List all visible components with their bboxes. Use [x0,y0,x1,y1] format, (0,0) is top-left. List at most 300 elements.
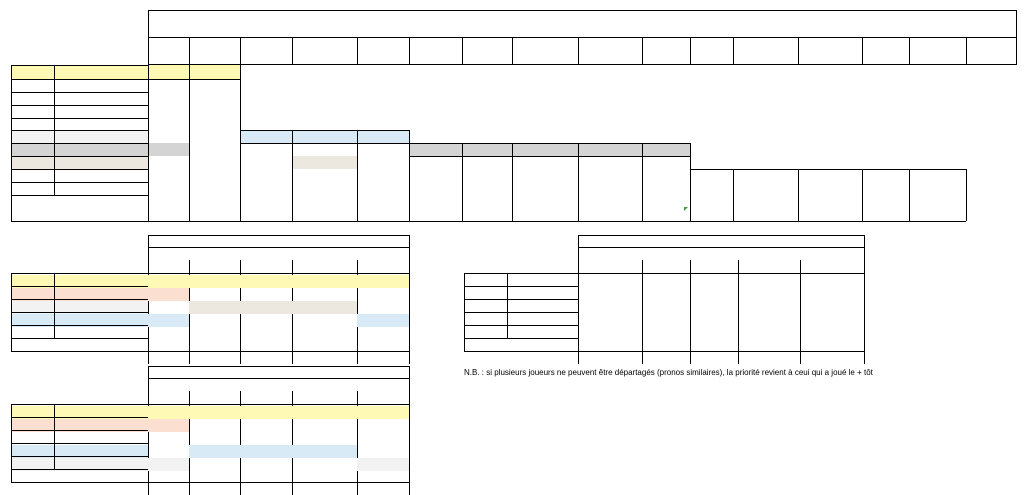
gridline [357,130,358,221]
rank-cell [11,130,54,143]
rank-cell [11,404,54,417]
rider-name [54,182,148,195]
gridline [148,79,240,80]
gridline [11,143,148,144]
prono-cell [357,273,409,286]
prono-cell [409,208,462,221]
gridline [862,169,863,221]
footnote: N.B. : si plusieurs joueurs ne peuvent être départagés (pronos similaires), la priorité revient à ceui qui a joué le + tôt [464,368,873,377]
rider-name [54,312,148,325]
player-number [189,379,240,391]
prono-cell [862,208,909,221]
rider-name [54,456,148,469]
player-number [240,379,292,391]
prono-cell [409,182,462,195]
prono-cell [292,156,357,169]
player-name [966,51,1016,64]
rank-cell [11,299,54,312]
player-number [733,38,798,51]
prono-cell [148,182,189,195]
gridline [11,443,148,444]
prono-cell [512,169,578,182]
rank-cell [11,430,54,443]
prono-cell [189,404,240,417]
rank-cell [11,65,54,79]
prono-cell [292,130,357,143]
stage-subtitle [148,25,1016,37]
gridline [357,37,358,65]
player-name [462,51,512,64]
prono-cell [189,299,240,312]
prono-cell [148,417,189,430]
player-name [578,51,642,64]
gridline [189,65,190,221]
gridline [690,37,691,65]
player-number [189,248,240,260]
prono-cell [862,169,909,182]
player-name [148,260,189,273]
prono-cell [357,404,409,417]
sb-title [578,235,864,247]
prono-cell [357,169,409,182]
player-name [357,51,409,64]
gridline [292,130,293,221]
gridline [148,37,149,65]
prono-cell [642,182,690,195]
gridline [11,404,12,482]
rider-name [54,169,148,182]
gridline [11,65,12,221]
prono-cell [240,443,292,456]
gridline [798,37,799,65]
stage-title [148,10,1016,25]
rank-cell [11,79,54,92]
prono-cell [462,195,512,208]
prono-cell [512,143,578,156]
player-number [189,38,240,51]
player-number [357,38,409,51]
player-number [292,248,357,260]
prono-cell [578,182,642,195]
prono-cell [733,208,798,221]
prono-cell [512,182,578,195]
gridline [11,105,148,106]
gridline [11,325,148,326]
prono-cell [909,169,966,182]
rider-name [54,299,148,312]
rank-cell [464,312,507,325]
prono-cell [240,469,292,482]
player-name [733,51,798,64]
gridline [11,286,148,287]
player-name [690,51,733,64]
player-number [357,379,409,391]
gridline [642,143,643,221]
prono-cell [240,130,292,143]
gridline [292,37,293,65]
gridline [240,130,409,131]
gridline [11,65,148,66]
prono-cell [189,443,240,456]
player-name [578,260,642,273]
prono-cell [909,182,966,195]
player-number [909,38,966,51]
prono-cell [148,469,189,482]
player-number [738,248,800,260]
prono-cell [800,338,864,351]
si2-title [148,366,409,378]
player-name [148,51,189,64]
prono-cell [292,195,357,208]
rank-cell [11,286,54,299]
rank-cell [11,312,54,325]
gridline [189,37,190,65]
rider-name [54,430,148,443]
prono-cell [462,182,512,195]
player-name [292,260,357,273]
gridline [11,195,148,196]
player-name [189,51,240,64]
prono-cell [642,195,690,208]
player-name [240,260,292,273]
player-number [462,38,512,51]
prono-cell [240,169,292,182]
gridline [11,299,148,300]
gridline [464,286,578,287]
gridline [240,143,409,144]
rider-name [54,325,148,338]
gridline [409,143,690,144]
rider-name [54,417,148,430]
player-number [148,38,189,51]
gridline [11,338,148,339]
si1-title [148,235,409,247]
gridline [1016,37,1017,65]
rider-name [54,404,148,417]
prono-cell [578,338,642,351]
gridline [464,273,465,351]
gridline [462,143,463,221]
rider-name [54,118,148,130]
player-number [578,248,642,260]
gridline [464,273,578,274]
rider-name [54,286,148,299]
prono-cell [292,169,357,182]
gridline [54,404,55,469]
gridline [11,221,148,222]
gridline [11,417,148,418]
prono-cell [148,195,189,208]
prono-cell [862,182,909,195]
prono-cell [240,195,292,208]
prono-cell [148,312,189,325]
player-name [240,391,292,404]
prono-cell [462,143,512,156]
gridline [54,273,55,338]
prono-cell [409,143,462,156]
gridline [240,37,241,65]
prono-cell [733,169,798,182]
gridline [148,64,1016,65]
player-number [642,248,690,260]
gridline [409,37,410,65]
rank-cell [464,286,507,299]
prono-cell [148,456,189,469]
rider-name [507,325,578,338]
player-name [357,391,409,404]
gridline [464,299,578,300]
gridline [578,37,579,65]
player-name [738,260,800,273]
rank-cell [11,443,54,456]
player-name [642,260,690,273]
gridline [148,221,966,222]
prono-cell [690,338,738,351]
gridline [11,273,148,274]
player-number [148,248,189,260]
player-number [512,38,578,51]
prono-cell [462,208,512,221]
prono-cell [189,273,240,286]
gridline [733,169,734,221]
prono-cell [240,338,292,351]
player-number [240,248,292,260]
prono-cell [798,169,862,182]
player-number [642,38,690,51]
rank-cell [11,105,54,118]
player-name [189,391,240,404]
prono-cell [292,208,357,221]
prono-cell [357,182,409,195]
player-name [292,51,357,64]
prono-cell [148,286,189,299]
prono-cell [189,208,240,221]
prono-cell [909,208,966,221]
player-name [409,51,462,64]
gridline [54,65,55,195]
gridline [966,37,967,65]
gridline [11,404,148,405]
rider-name [54,273,148,286]
prono-cell [189,182,240,195]
player-number [148,379,189,391]
prono-cell [512,195,578,208]
player-name [512,51,578,64]
rank-cell [11,169,54,182]
gridline [11,169,148,170]
prono-cell [578,143,642,156]
prono-cell [189,469,240,482]
prono-cell [733,195,798,208]
prono-cell [409,169,462,182]
row-label [464,338,578,351]
player-name [800,260,864,273]
prono-cell [292,469,357,482]
gridline [409,391,410,495]
rank-cell [464,299,507,312]
gridline [909,169,910,221]
gridline [864,260,865,364]
player-number [862,38,909,51]
prono-cell [148,273,189,286]
prono-cell [642,143,690,156]
gridline [11,312,148,313]
player-name [798,51,862,64]
prono-cell [148,143,189,156]
prono-cell [189,65,240,79]
player-number [690,38,733,51]
gridline [11,92,148,93]
rider-name [54,156,148,169]
rank-cell [464,325,507,338]
rider-name [54,443,148,456]
player-name [690,260,738,273]
rider-name [54,105,148,118]
rank-cell [11,182,54,195]
rider-name [507,286,578,299]
player-name [862,51,909,64]
player-name [642,51,690,64]
prono-cell [690,182,733,195]
rank-cell [11,325,54,338]
player-name [909,51,966,64]
gridline [578,143,579,221]
row-label [11,338,148,351]
gridline [798,169,799,221]
gridline [690,169,966,170]
rider-name [507,273,578,286]
rider-name [507,299,578,312]
prono-cell [292,273,357,286]
rank-cell [464,273,507,286]
prono-cell [357,456,409,469]
rider-name [54,92,148,105]
prono-cell [798,182,862,195]
gridline [690,143,691,221]
player-number [292,379,357,391]
player-number [690,248,738,260]
prono-cell [357,312,409,325]
gridline [11,456,148,457]
player-number [357,248,409,260]
prono-cell [462,169,512,182]
rank-cell [11,156,54,169]
row-label [11,208,148,221]
prono-cell [642,338,690,351]
prono-cell [642,208,690,221]
gridline [11,130,148,131]
prono-cell [409,195,462,208]
gridline [11,430,148,431]
player-number [966,38,1016,51]
rider-name [54,143,148,156]
gridline [11,482,409,483]
prono-cell [357,208,409,221]
row-label [11,195,148,208]
rank-cell [11,118,54,130]
gridline [409,156,690,157]
prono-cell [292,299,357,312]
row-label [11,469,148,482]
gridline [11,182,148,183]
prono-cell [690,208,733,221]
gridline [148,65,149,221]
prono-cell [738,338,800,351]
gridline [507,273,508,338]
prono-cell [292,404,357,417]
gridline [11,351,409,352]
gridline [512,37,513,65]
prono-cell [578,169,642,182]
gridline [642,37,643,65]
player-name [189,260,240,273]
prono-cell [909,195,966,208]
prono-cell [578,208,642,221]
player-name [292,391,357,404]
player-number [409,38,462,51]
gridline [11,118,148,119]
prono-cell [357,130,409,143]
gridline [733,37,734,65]
prono-cell [240,299,292,312]
gridline [11,469,148,470]
prono-cell [292,443,357,456]
prono-cell [148,338,189,351]
gridline [464,325,578,326]
prono-cell [733,182,798,195]
gridline [11,79,148,80]
gridline [966,169,967,221]
prono-cell [690,169,733,182]
rank-cell [11,92,54,105]
rank-cell [11,417,54,430]
player-number [578,38,642,51]
rank-cell [11,143,54,156]
gridline [464,351,864,352]
player-number [292,38,357,51]
rider-name [507,312,578,325]
gridline [11,156,148,157]
prono-cell [189,338,240,351]
gridline [578,273,864,274]
player-number [240,38,292,51]
gridline [462,37,463,65]
gridline [11,273,12,351]
prono-cell [148,404,189,417]
prono-cell [798,208,862,221]
rank-cell [11,273,54,286]
gridline [512,143,513,221]
prono-cell [148,65,189,79]
rider-name [54,79,148,92]
gridline [464,312,578,313]
prono-cell [240,182,292,195]
gridline [909,37,910,65]
player-number [800,248,864,260]
comment-marker-icon [684,207,688,211]
player-number [798,38,862,51]
player-name [240,51,292,64]
prono-cell [292,338,357,351]
rider-name [54,130,148,143]
player-name [148,391,189,404]
prono-cell [240,404,292,417]
player-name [357,260,409,273]
gridline [862,37,863,65]
prono-cell [642,169,690,182]
prono-cell [240,273,292,286]
prono-cell [512,208,578,221]
